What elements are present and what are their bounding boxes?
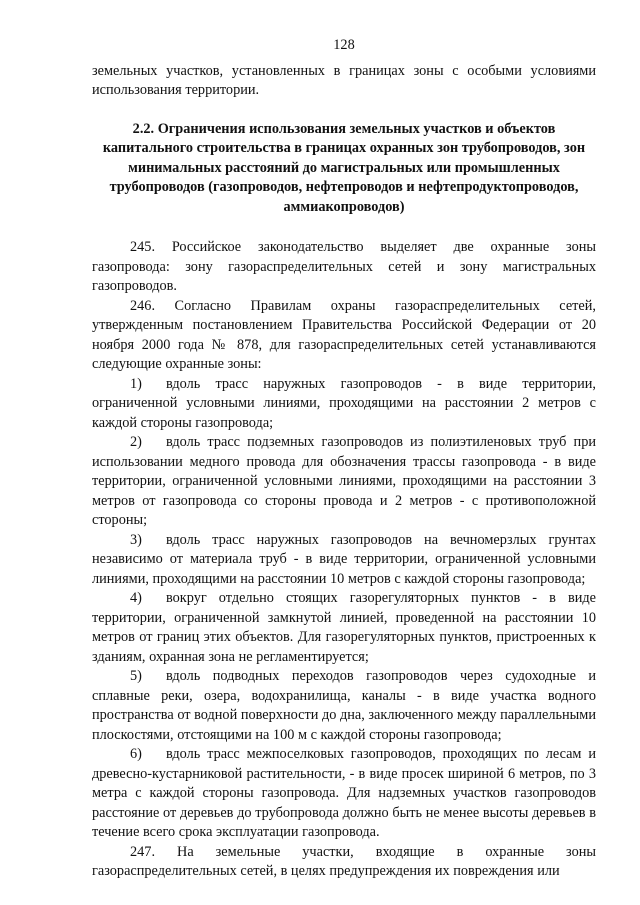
paragraph-246: 246. Согласно Правилам охраны газораспределительных сетей, утвержденным постановлением Правительства Российской Федерации от 20 ноября 2000 года № 878, для газораспределительных сетей устанавливаются следующие охранные зоны: xyxy=(92,297,596,372)
list-item-number: 1) xyxy=(130,375,142,392)
page-number: 128 xyxy=(333,37,355,53)
list-item-text: вдоль трасс наружных газопроводов на вечномерзлых грунтах независимо от материала труб - в виде территории, ограниченной условными линиями, проходящими на расстоянии 10 метров с каждой стороны газопровода; xyxy=(92,531,596,587)
lead-text: земельных участков, установленных в границах зоны с особыми условиями использования территории. xyxy=(92,62,596,98)
list-item xyxy=(92,589,596,667)
list-item-text: вдоль трасс наружных газопроводов - в виде территории, ограниченной условными линиями, проходящими на расстоянии 2 метров с каждой стороны газопровода; xyxy=(92,375,596,431)
document-page xyxy=(92,36,596,882)
list-item-number: 5) xyxy=(130,668,142,684)
list-item-text: вдоль подводных переходов газопроводов через судоходные и сплавные реки, озера, водохранилища, каналы - в виде участка водного пространства от водной поверхности до дна, заключенного между параллельными плоскостями, отстоящими на 100 м с каждой стороны газопровода; xyxy=(92,668,596,743)
list-item xyxy=(92,375,596,434)
list-item xyxy=(92,745,596,843)
paragraph-247: 247. На земельные участки, входящие в охранные зоны газораспределительных сетей, в целях предупреждения их повреждения или xyxy=(92,843,596,879)
list-item xyxy=(92,667,596,745)
list-item-number: 4) xyxy=(130,590,142,606)
list-item xyxy=(92,531,596,590)
list-item-number: 2) xyxy=(130,434,142,450)
list-item xyxy=(92,433,596,531)
list-item-text: вокруг отдельно стоящих газорегуляторных пунктов - в виде территории, ограниченной замкнутой линией, проведенной на расстоянии 10 метров от границ этих объектов. Для газорегуляторных пунктов, пристроенных к зданиям, охранная зона не регламентируется; xyxy=(92,590,596,665)
section-heading: 2.2. Ограничения использования земельных участков и объектов капитального строительства в границах охранных зон трубопроводов, зон минимальных расстояний до магистральных или промышленных трубопроводов (газопроводов, нефтепроводов и нефтепродуктопроводов, аммиакопроводов) xyxy=(102,120,586,215)
paragraph-245: 245. Российское законодательство выделяет две охранные зоны газопровода: зону газораспределительных сетей и зону магистральных газопроводов. xyxy=(92,239,596,294)
list-item-text: вдоль трасс подземных газопроводов из полиэтиленовых труб при использовании медного провода для обозначения трассы газопровода - в виде территории, ограниченной условными линиями, проходящими на расстоянии 3 метров от газопровода со стороны провода и 2 метров - с противоположной стороны; xyxy=(92,434,596,528)
list-item-number: 3) xyxy=(130,531,142,548)
list-item-number: 6) xyxy=(130,746,142,762)
list-item-text: вдоль трасс межпоселковых газопроводов, проходящих по лесам и древесно-кустарниковой растительности, - в виде просек шириной 6 метров, по 3 метра с каждой стороны газопровода. Для надземных участков газопроводов расстояние от деревьев до трубопровода должно быть не менее высоты деревьев в течение всего срока эксплуатации газопровода. xyxy=(92,746,596,840)
